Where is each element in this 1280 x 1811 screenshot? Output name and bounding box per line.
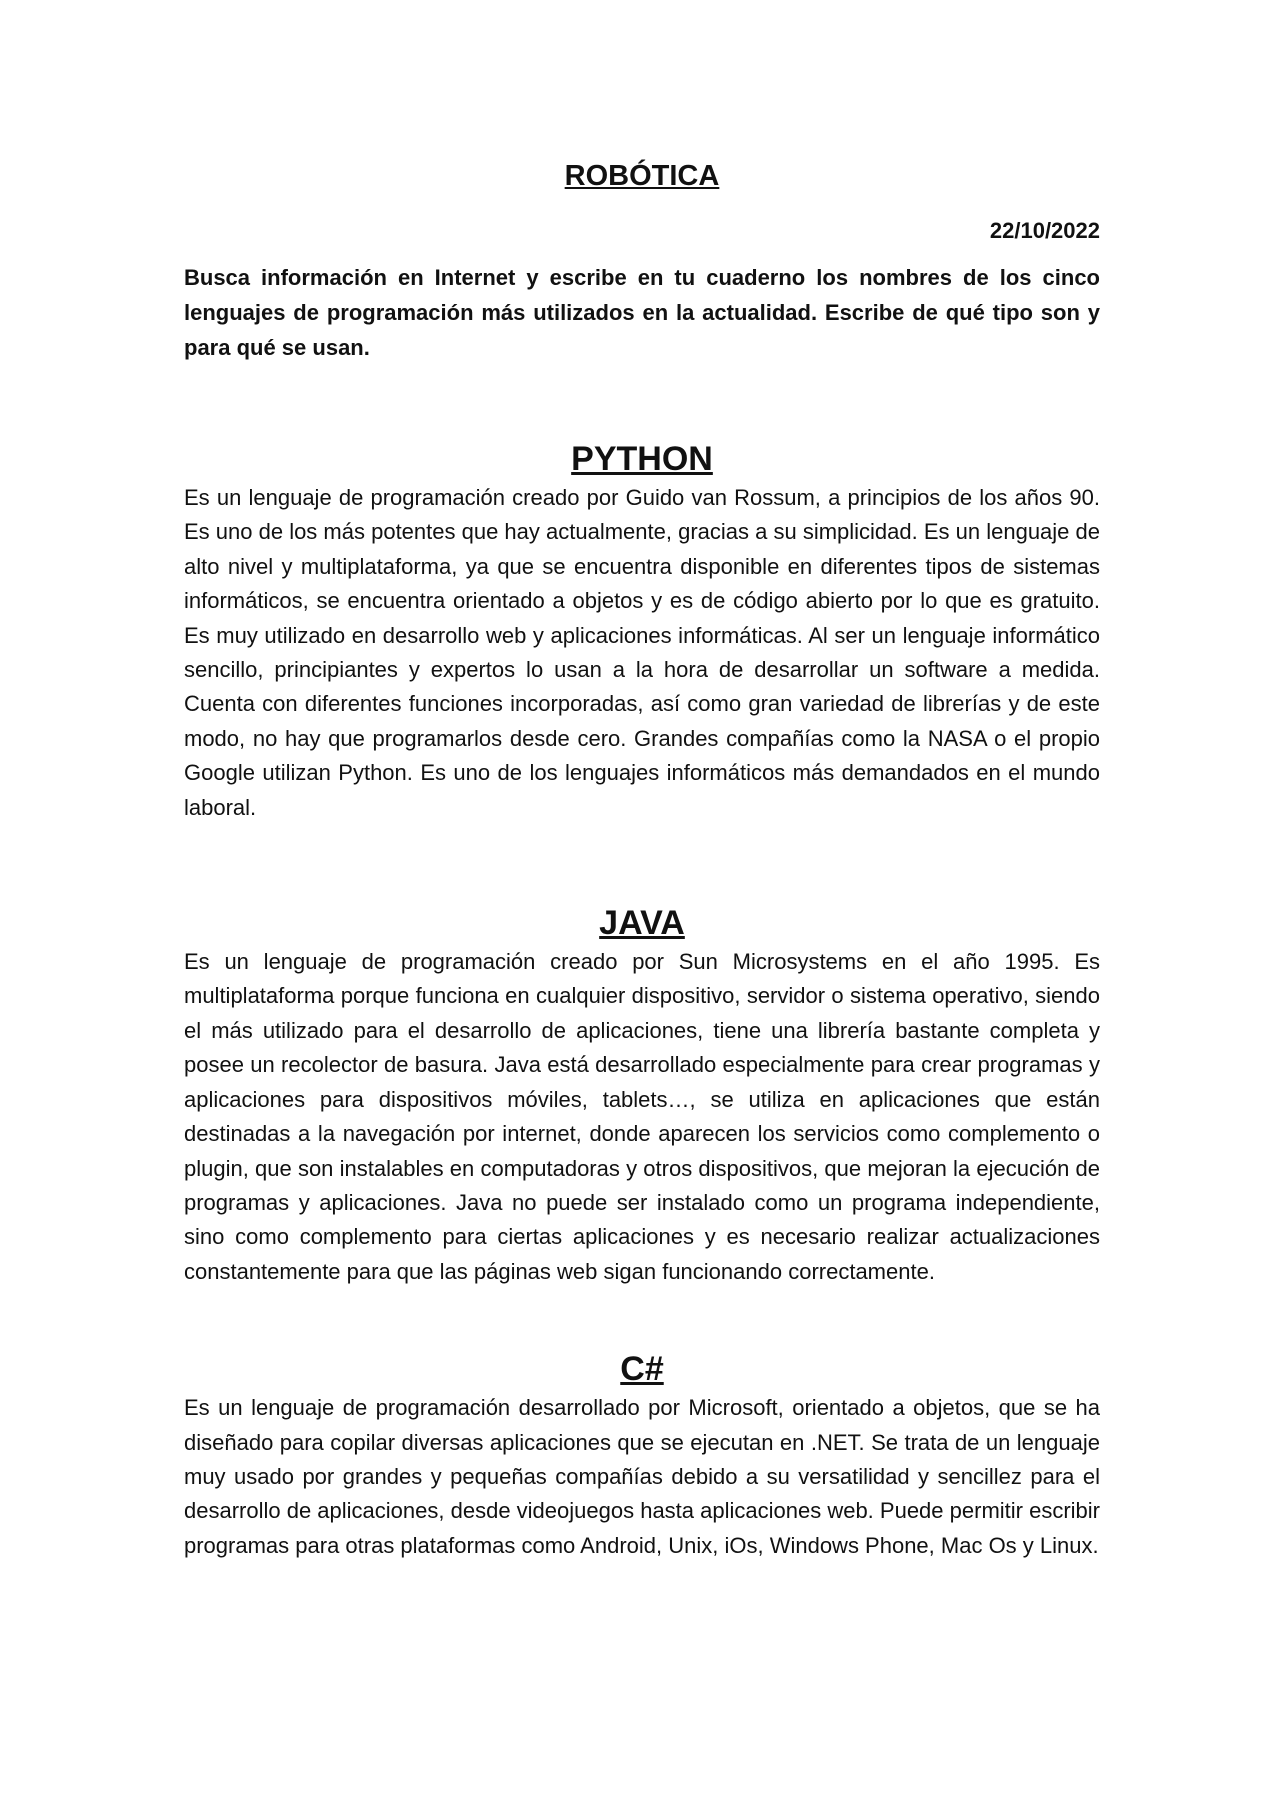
section-heading-csharp: C# xyxy=(620,1350,664,1389)
instructions-paragraph: Busca información en Internet y escribe en tu cuaderno los nombres de los cinco lenguajes de programación más utilizados en la actualidad. Escribe de qué tipo son y para qué se usan. xyxy=(184,265,1100,360)
section-body-csharp: Es un lenguaje de programación desarrollado por Microsoft, orientado a objetos, que se ha diseñado para copilar diversas aplicaciones que se ejecutan en .NET. Se trata de un lenguaje muy usado por grandes y pequeñas compañías debido a su versatilidad y sencillez para el desarrollo de aplicaciones, desde videojuegos hasta aplicaciones web. Puede permitir escribir programas para otras plataformas como Android, Unix, iOs, Windows Phone, Mac Os y Linux. xyxy=(184,1395,1100,1558)
section-java xyxy=(184,901,1100,1289)
section-csharp xyxy=(184,1347,1100,1563)
document-title: ROBÓTICA xyxy=(564,160,720,192)
section-heading-python: PYTHON xyxy=(571,440,713,478)
section-body-python: Es un lenguaje de programación creado por Guido van Rossum, a principios de los años 90. Es uno de los más potentes que hay actualmente, gracias a su simplicidad. Es un lenguaje de alto nivel y multiplataforma, ya que se encuentra disponible en diferentes tipos de sistemas informáticos, se encuentra orientado a objetos y es de código abierto por lo que es gratuito. Es muy utilizado en desarrollo web y aplicaciones informáticas. Al ser un lenguaje informático sencillo, principiantes y expertos lo usan a la hora de desarrollar un software a medida. Cuenta con diferentes funciones incorporadas, así como gran variedad de librerías y de este modo, no hay que programarlos desde cero. Grandes compañías como la NASA o el propio Google utilizan Python. Es uno de los lenguajes informáticos más demandados en el mundo laboral. xyxy=(184,485,1100,820)
document-date: 22/10/2022 xyxy=(989,218,1100,243)
section-heading-java: JAVA xyxy=(599,904,685,943)
section-body-java: Es un lenguaje de programación creado por Sun Microsystems en el año 1995. Es multiplataforma porque funciona en cualquier dispositivo, servidor o sistema operativo, siendo el más utilizado para el desarrollo de aplicaciones, tiene una librería bastante completa y posee un recolector de basura. Java está desarrollado especialmente para crear programas y aplicaciones para dispositivos móviles, tablets…, se utiliza en aplicaciones que están destinadas a la navegación por internet, donde aparecen los servicios como complemento o plugin, que son instalables en computadoras y otros dispositivos, que mejoran la ejecución de programas y aplicaciones. Java no puede ser instalado como un programa independiente, sino como complemento para ciertas aplicaciones y es necesario realizar actualizaciones constantemente para que las páginas web sigan funcionando correctamente. xyxy=(184,949,1100,1284)
section-python xyxy=(184,437,1100,825)
document-content xyxy=(184,150,1100,1563)
